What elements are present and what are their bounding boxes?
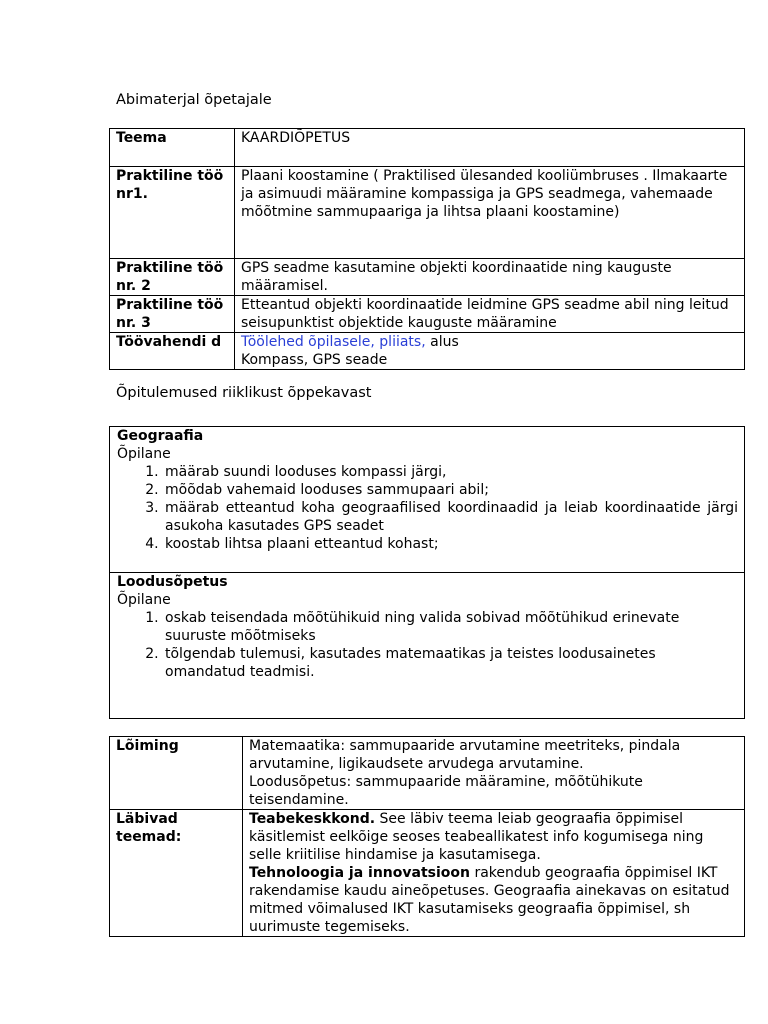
loiming-label: Lõiming (110, 737, 243, 810)
table-row (110, 129, 745, 167)
theme-teabekeskkond (249, 810, 738, 864)
teema-label: Teema (110, 129, 235, 167)
geograafia-cell (110, 427, 745, 573)
table-row (110, 167, 745, 259)
list-item: 1. oskab teisendada mõõtühikuid ning valida sobivad mõõtühikud erinevate suuruste mõõtmiseks (163, 609, 738, 645)
outcomes-title: Õpitulemused riiklikust õppekavast (116, 385, 372, 401)
document-title: Abimaterjal õpetajale (116, 92, 272, 108)
praktiline-3-label: Praktiline töö nr. 3 (110, 296, 235, 333)
outcomes-table (109, 426, 745, 719)
theme-1-title: Teabekeskkond. (249, 811, 376, 827)
table-row (110, 573, 745, 719)
theme-tehnoloogia (249, 864, 738, 936)
praktiline-1-label: Praktiline töö nr1. (110, 167, 235, 259)
toovahendid-label: Töövahendi d (110, 333, 235, 370)
geograafia-subject: Õpilane (117, 446, 171, 462)
praktiline-2-value: GPS seadme kasutamine objekti koordinaatide ning kauguste määramisel. (235, 259, 745, 296)
praktiline-3-value: Etteantud objekti koordinaatide leidmine GPS seadme abil ning leitud seisupunktist objektide kauguste määramine (235, 296, 745, 333)
labivad-teemad-value (243, 810, 745, 937)
praktiline-2-label: Praktiline töö nr. 2 (110, 259, 235, 296)
loodusopetus-heading: Loodusõpetus (117, 574, 228, 590)
integration-table (109, 736, 745, 937)
loodusopetus-subject: Õpilane (117, 592, 171, 608)
loiming-line-2: Loodusõpetus: sammupaaride määramine, mõõtühikute teisendamine. (249, 774, 643, 808)
loiming-line-1: Matemaatika: sammupaaride arvutamine meetriteks, pindala arvutamine, ligikaudsete arvudega arvutamine. (249, 738, 681, 772)
theme-2-title: Tehnoloogia ja innovatsioon (249, 865, 470, 881)
loodusopetus-cell (110, 573, 745, 719)
loodusopetus-list (117, 609, 738, 681)
table-row (110, 737, 745, 810)
labivad-teemad-label: Läbivad teemad: (110, 810, 243, 937)
table-row (110, 296, 745, 333)
table-row (110, 810, 745, 937)
praktiline-1-value: Plaani koostamine ( Praktilised ülesanded kooliümbruses . Ilmakaarte ja asimuudi määramine kompassiga ja GPS seadmega, vahemaade mõõtmine sammupaariga ja lihtsa plaani koostamine) (235, 167, 745, 259)
topic-table (109, 128, 745, 370)
list-item: 2. mõõdab vahemaid looduses sammupaari abil; (163, 481, 738, 499)
tools-link[interactable]: Töölehed õpilasele, pliiats, (241, 334, 426, 350)
list-item: 3. määrab etteantud koha geograafilised koordinaadid ja leiab koordinaatide järgi asukoha kasutades GPS seadet (163, 499, 738, 535)
list-item: 1. määrab suundi looduses kompassi järgi, (163, 463, 738, 481)
theme-2-text: rakendub geograafia õppimisel IKT rakendamise kaudu aineõpetuses. Geograafia ainekavas on esitatud mitmed võimalused IKT kasutamiseks geograafia õppimisel, sh uurimuste tegemiseks. (249, 865, 730, 935)
tools-after-link: alus (425, 334, 459, 350)
table-row (110, 427, 745, 573)
geograafia-heading: Geograafia (117, 428, 204, 444)
theme-1-text: See läbiv teema leiab geograafia õppimisel käsitlemist eelkõige seoses teabeallikatest info kogumisega ning selle kriitilise hindamise ja kasutamisega. (249, 811, 704, 863)
table-row (110, 259, 745, 296)
toovahendid-value (235, 333, 745, 370)
teema-value: KAARDIÕPETUS (235, 129, 745, 167)
list-item: 4. koostab lihtsa plaani etteantud kohast; (163, 535, 738, 553)
loiming-value (243, 737, 745, 810)
tools-line-2: Kompass, GPS seade (241, 352, 388, 368)
table-row (110, 333, 745, 370)
list-item: 2. tõlgendab tulemusi, kasutades matemaatikas ja teistes loodusainetes omandatud teadmisi. (163, 645, 738, 681)
geograafia-list (117, 463, 738, 553)
